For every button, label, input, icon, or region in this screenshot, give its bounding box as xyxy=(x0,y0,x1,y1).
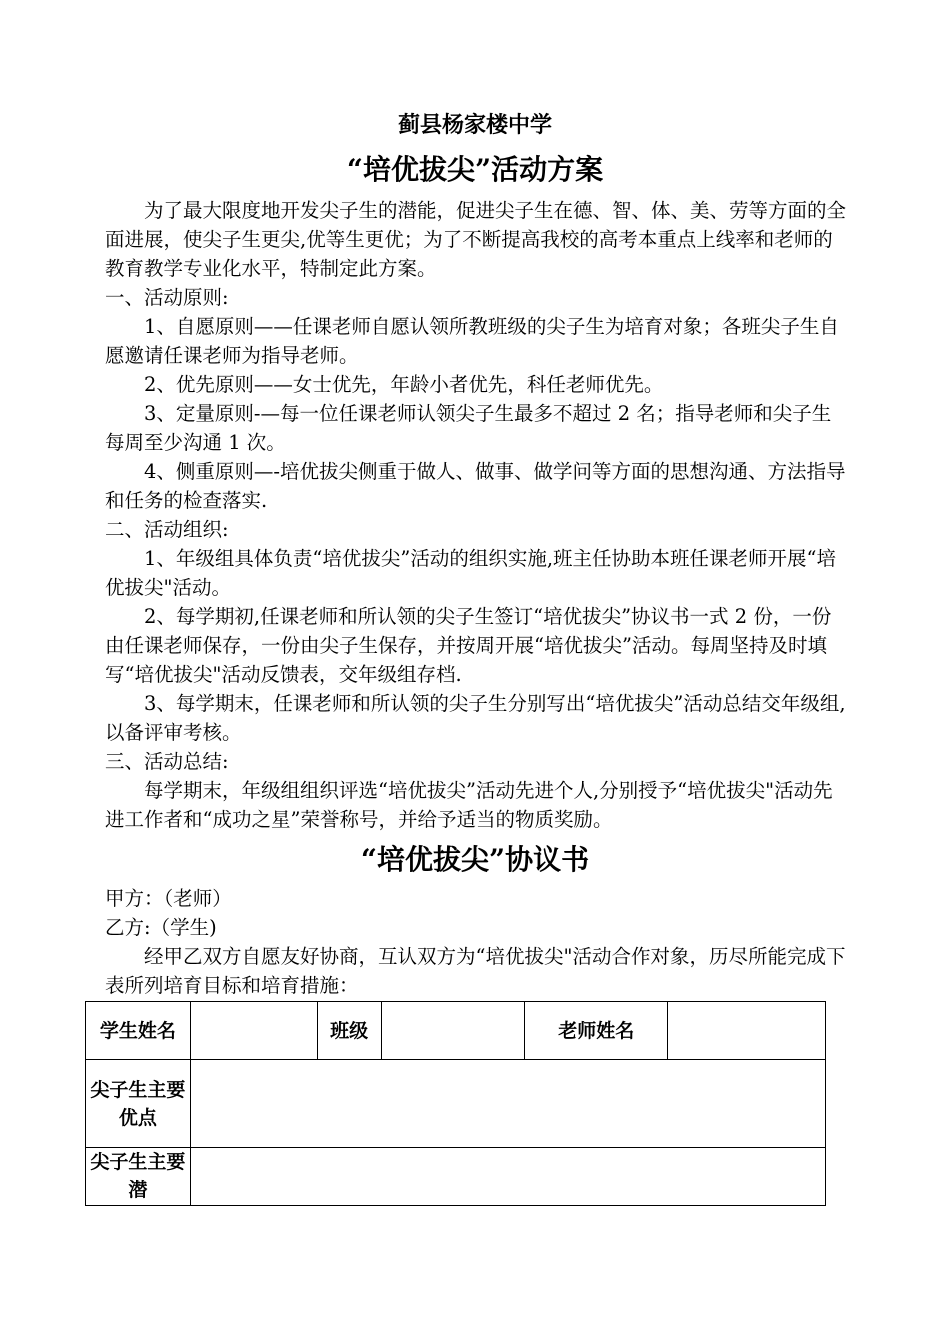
section-1-item: 1、自愿原则——任课老师自愿认领所教班级的尖子生为培育对象；各班尖子生自愿邀请任课老师为指导老师。 xyxy=(105,315,839,367)
class-cell[interactable] xyxy=(381,1002,525,1060)
strengths-cell[interactable] xyxy=(190,1060,825,1148)
agreement-table xyxy=(85,1001,826,1206)
section-3-heading: 三、活动总结: xyxy=(105,750,229,773)
agreement-body xyxy=(105,884,850,1000)
section-2-item: 3、每学期末，任课老师和所认领的尖子生分别写出“培优拔尖”活动总结交年级组,以备评审考核。 xyxy=(105,692,846,744)
party-b-line: 乙方:（学生) xyxy=(105,916,217,939)
section-1-item: 3、定量原则-—每一位任课老师认领尖子生最多不超过 2 名；指导老师和尖子生每周至少沟通 1 次。 xyxy=(105,402,832,454)
agreement-title: “培优拔尖”协议书 xyxy=(360,843,590,876)
teacher-name-label: 老师姓名 xyxy=(525,1002,668,1060)
section-1-heading: 一、活动原则: xyxy=(105,286,229,309)
teacher-name-cell[interactable] xyxy=(668,1002,826,1060)
section-1-item: 2、优先原则——女士优先，年龄小者优先，科任老师优先。 xyxy=(144,373,664,396)
section-3-item: 每学期末，年级组组织评选“培优拔尖”活动先进个人,分别授予“培优拔尖"活动先进工作者和“成功之星”荣誉称号，并给予适当的物质奖励。 xyxy=(105,779,833,831)
plan-body xyxy=(105,196,850,834)
student-name-cell[interactable] xyxy=(190,1002,317,1060)
plan-title: “培优拔尖”活动方案 xyxy=(346,153,604,186)
intro-paragraph: 为了最大限度地开发尖子生的潜能，促进尖子生在德、智、体、美、劳等方面的全面进展，使尖子生更尖,优等生更优；为了不断提高我校的高考本重点上线率和老师的教育教学专业化水平，特制定此方案。 xyxy=(105,199,847,280)
section-2-item: 1、年级组具体负责“培优拔尖”活动的组织实施,班主任协助本班任课老师开展“培优拔尖"活动。 xyxy=(105,547,837,599)
section-2-heading: 二、活动组织: xyxy=(105,518,229,541)
potential-cell[interactable] xyxy=(190,1148,825,1206)
section-1-item: 4、侧重原则—-培优拔尖侧重于做人、做事、做学问等方面的思想沟通、方法指导和任务的检查落实. xyxy=(105,460,846,512)
school-name: 蓟县杨家楼中学 xyxy=(397,112,552,138)
party-a-line: 甲方：（老师） xyxy=(105,887,232,910)
student-name-label: 学生姓名 xyxy=(86,1002,191,1060)
agreement-paragraph: 经甲乙双方自愿友好协商，互认双方为“培优拔尖"活动合作对象，历尽所能完成下表所列培育目标和培育措施： xyxy=(105,945,846,997)
strengths-label: 尖子生主要优点 xyxy=(86,1060,191,1148)
section-2-item: 2、每学期初,任课老师和所认领的尖子生签订“培优拔尖”协议书一式 2 份，一份由任课老师保存，一份由尖子生保存，并按周开展“培优拔尖”活动。每周坚持及时填写“培优拔尖"活动反馈表，交年级组存档. xyxy=(105,605,832,686)
class-label: 班级 xyxy=(317,1002,381,1060)
potential-label: 尖子生主要潜 xyxy=(86,1148,191,1206)
